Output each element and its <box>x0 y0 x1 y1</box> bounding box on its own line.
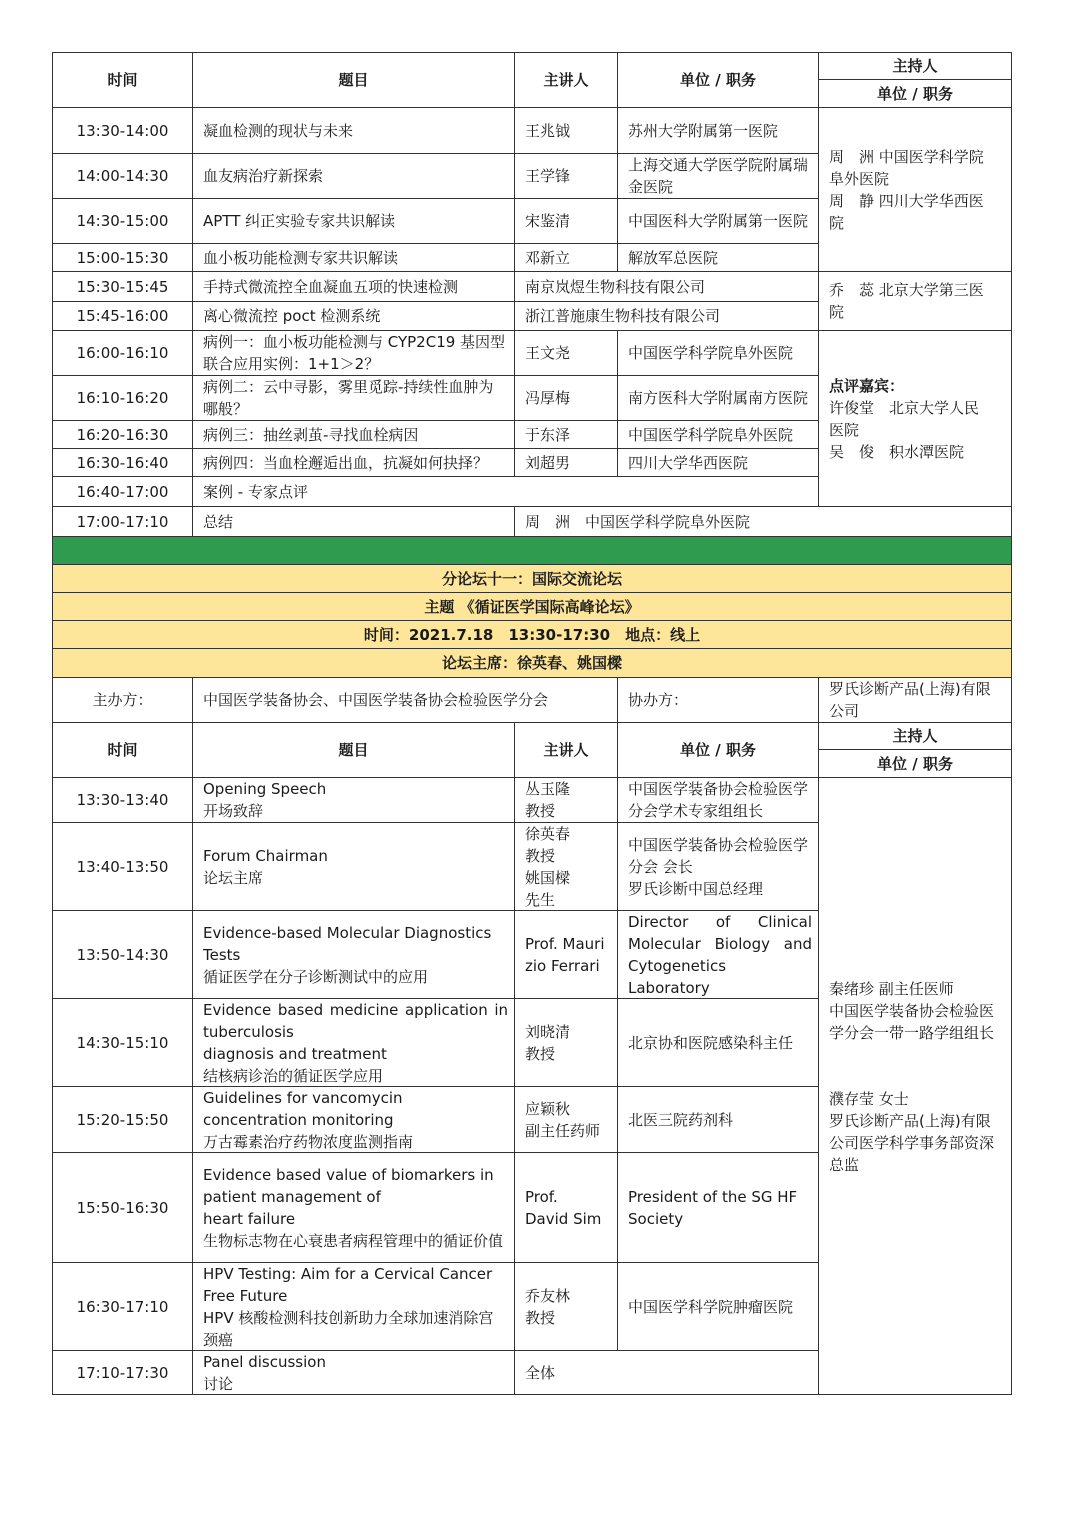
p1-time: 14:30-15:00 <box>52 199 193 244</box>
header-host: 主持人 <box>819 52 1012 80</box>
p1-speaker: 于东泽 <box>515 421 618 449</box>
p2-topic <box>193 999 515 1087</box>
p1-host-group <box>819 272 1012 331</box>
host-line: 院 <box>829 303 845 321</box>
p2-time: 15:50-16:30 <box>52 1153 193 1263</box>
p1-unit: 南方医科大学附属南方医院 <box>618 376 819 421</box>
host-line: 医院 <box>829 421 860 439</box>
p2-time: 13:30-13:40 <box>52 778 193 823</box>
p1-company: 周 洲 中国医学科学院阜外医院 <box>515 507 1012 537</box>
host-line: 院 <box>829 213 845 232</box>
unit-line: 中国医学科学院肿瘤医院 <box>628 1297 794 1316</box>
host-line: 乔 蕊 北京大学第三医 <box>829 281 984 299</box>
p2-unit <box>618 911 819 999</box>
unit-line: President of the SG HF Society <box>628 1187 798 1228</box>
topic-line: HPV 核酸检测科技创新助力全球加速消除宫颈癌 <box>203 1308 494 1349</box>
forum-theme: 主题 《循证医学国际高峰论坛》 <box>52 593 1012 621</box>
header-unit: 单位 / 职务 <box>618 723 819 778</box>
p2-topic <box>193 823 515 911</box>
p1-time: 13:30-14:00 <box>52 108 193 154</box>
section-divider <box>52 537 1012 565</box>
topic-line: heart failure <box>203 1209 296 1228</box>
p1-topic: 血友病治疗新探索 <box>193 154 515 199</box>
topic-line: Evidence based medicine application in tuberculosis <box>203 1000 508 1041</box>
unit-line: 中国医学装备协会检验医学分会学术专家组组长 <box>628 780 809 820</box>
host-line: 濮存莹 女士 <box>829 1090 909 1108</box>
p2-time: 14:30-15:10 <box>52 999 193 1087</box>
header-speaker: 主讲人 <box>515 723 618 778</box>
p1-company: 浙江普施康生物科技有限公司 <box>515 302 819 331</box>
p2-time: 15:20-15:50 <box>52 1087 193 1153</box>
p2-time: 13:40-13:50 <box>52 823 193 911</box>
topic-line: Evidence based value of biomarkers in patient management of <box>203 1165 494 1206</box>
topic-line: 循证医学在分子诊断测试中的应用 <box>203 967 429 986</box>
p1-speaker: 王文尧 <box>515 331 618 376</box>
topic-line: 开场致辞 <box>203 802 264 820</box>
speaker-line: 乔友林 <box>525 1286 571 1305</box>
unit-line: 中国医学装备协会检验医学分会 会长 <box>628 835 809 876</box>
p1-time: 16:10-16:20 <box>52 376 193 421</box>
spacer <box>829 1044 1005 1088</box>
p1-company: 南京岚煜生物科技有限公司 <box>515 272 819 302</box>
p1-speaker: 王学锋 <box>515 154 618 199</box>
speaker-line: 徐英春 <box>525 824 571 843</box>
co-organizer-label: 协办方： <box>618 678 819 723</box>
p1-topic: 手持式微流控全血凝血五项的快速检测 <box>193 272 515 302</box>
speaker-line: 先生 <box>525 890 556 909</box>
speaker-line: 教授 <box>525 802 556 820</box>
topic-line: Evidence-based Molecular Diagnostics Tests <box>203 923 492 964</box>
p1-time: 16:20-16:30 <box>52 421 193 449</box>
speaker-line: 教授 <box>525 1308 556 1327</box>
p2-speaker <box>515 1153 618 1263</box>
p1-unit: 中国医学科学院阜外医院 <box>618 421 819 449</box>
p2-speaker <box>515 911 618 999</box>
p1-time: 17:00-17:10 <box>52 507 193 537</box>
header-topic: 题目 <box>193 723 515 778</box>
p1-speaker: 邓新立 <box>515 244 618 272</box>
topic-line: Forum Chairman <box>203 846 328 865</box>
p1-unit: 四川大学华西医院 <box>618 449 819 477</box>
host-line: 周 静 四川大学华西医 <box>829 191 984 210</box>
header-unit: 单位 / 职务 <box>618 52 819 108</box>
host-line: 周 洲 中国医学科学院 <box>829 147 984 166</box>
topic-line: 论坛主席 <box>203 868 264 887</box>
p1-unit: 上海交通大学医学院附属瑞金医院 <box>618 154 819 199</box>
speaker-line: 副主任药师 <box>525 1121 601 1140</box>
header-host: 主持人 <box>819 723 1012 750</box>
speaker-line: 姚国樑 <box>525 868 571 887</box>
header-topic: 题目 <box>193 52 515 108</box>
topic-line: Opening Speech <box>203 780 327 798</box>
p1-time: 15:00-15:30 <box>52 244 193 272</box>
p1-topic: 案例 - 专家点评 <box>193 477 819 507</box>
p2-speaker <box>515 999 618 1087</box>
p2-time: 13:50-14:30 <box>52 911 193 999</box>
p1-speaker: 冯厚梅 <box>515 376 618 421</box>
p2-unit <box>618 823 819 911</box>
forum-time-place: 时间：2021.7.18 13:30-17:30 地点：线上 <box>52 621 1012 649</box>
speaker-line: 全体 <box>525 1363 556 1382</box>
speaker-line: David Sim <box>525 1209 602 1228</box>
p2-speaker <box>515 823 618 911</box>
p2-topic <box>193 1263 515 1351</box>
p1-time: 16:40-17:00 <box>52 477 193 507</box>
p1-speaker: 刘超男 <box>515 449 618 477</box>
p1-time: 15:30-15:45 <box>52 272 193 302</box>
p2-topic <box>193 911 515 999</box>
p1-time: 16:00-16:10 <box>52 331 193 376</box>
topic-line: 讨论 <box>203 1374 234 1393</box>
topic-line: 结核病诊治的循证医学应用 <box>203 1066 384 1085</box>
p2-unit <box>618 1263 819 1351</box>
p1-time: 16:30-16:40 <box>52 449 193 477</box>
p2-unit <box>618 999 819 1087</box>
p1-time: 15:45-16:00 <box>52 302 193 331</box>
p1-topic: 离心微流控 poct 检测系统 <box>193 302 515 331</box>
unit-line: Director of Clinical Molecular Biology and Cytogenetics Laboratory <box>628 912 812 997</box>
topic-line: Panel discussion <box>203 1352 326 1371</box>
speaker-line: 教授 <box>525 846 556 865</box>
topic-line: 生物标志物在心衰患者病程管理中的循证价值 <box>203 1231 504 1250</box>
p1-topic: 病例四：当血栓邂逅出血，抗凝如何抉择？ <box>193 449 515 477</box>
header-host-unit: 单位 / 职务 <box>819 80 1012 108</box>
header-host-unit: 单位 / 职务 <box>819 750 1012 778</box>
host-line: 秦绪珍 副主任医师 <box>829 980 954 998</box>
p1-topic: 凝血检测的现状与未来 <box>193 108 515 154</box>
p1-host-group <box>819 108 1012 272</box>
p1-unit: 苏州大学附属第一医院 <box>618 108 819 154</box>
host-line: 许俊堂 北京大学人民 <box>829 399 980 417</box>
p1-unit: 中国医科大学附属第一医院 <box>618 199 819 244</box>
p2-speaker <box>515 1351 819 1395</box>
topic-line: Guidelines for vancomycin concentration monitoring <box>203 1088 403 1129</box>
co-organizer: 罗氏诊断产品(上海)有限公司 <box>819 678 1012 723</box>
p1-speaker: 王兆钺 <box>515 108 618 154</box>
topic-line: diagnosis and treatment <box>203 1044 387 1063</box>
header-speaker: 主讲人 <box>515 52 618 108</box>
p1-topic: 病例二：云中寻影，雾里觅踪-持续性血肿为哪般？ <box>193 376 515 421</box>
p1-topic: 血小板功能检测专家共识解读 <box>193 244 515 272</box>
forum-title: 分论坛十一：国际交流论坛 <box>52 565 1012 593</box>
p2-speaker <box>515 1263 618 1351</box>
header-time: 时间 <box>52 723 193 778</box>
p1-reviewers <box>819 331 1012 507</box>
p2-topic <box>193 1351 515 1395</box>
speaker-line: 刘晓清 <box>525 1022 571 1041</box>
host-line: 罗氏诊断产品(上海)有限公司医学科学事务部资深总监 <box>829 1112 995 1174</box>
forum-chair: 论坛主席：徐英春、姚国樑 <box>52 649 1012 678</box>
p2-topic <box>193 1087 515 1153</box>
speaker-line: 应颖秋 <box>525 1099 571 1118</box>
unit-line: 罗氏诊断中国总经理 <box>628 879 764 898</box>
speaker-line: Prof. <box>525 1187 558 1206</box>
p1-unit: 解放军总医院 <box>618 244 819 272</box>
p2-unit <box>618 778 819 823</box>
topic-line: 万古霉素治疗药物浓度监测指南 <box>203 1132 414 1151</box>
p1-topic: 病例一：血小板功能检测与 CYP2C19 基因型联合应用实例：1+1＞2？ <box>193 331 515 376</box>
unit-line: 北京协和医院感染科主任 <box>628 1033 794 1052</box>
topic-line: HPV Testing: Aim for a Cervical Cancer Free Future <box>203 1264 493 1305</box>
p1-topic: 病例三：抽丝剥茧-寻找血栓病因 <box>193 421 515 449</box>
speaker-line: Prof. Maurizio Ferrari <box>525 934 605 975</box>
p2-topic <box>193 778 515 823</box>
p2-topic <box>193 1153 515 1263</box>
host-line: 吴 俊 积水潭医院 <box>829 443 965 461</box>
p2-time: 16:30-17:10 <box>52 1263 193 1351</box>
p1-topic: 总结 <box>193 507 515 537</box>
host-line: 阜外医院 <box>829 169 890 188</box>
p1-speaker: 宋鉴清 <box>515 199 618 244</box>
unit-line: 北医三院药剂科 <box>628 1110 734 1129</box>
p2-speaker <box>515 778 618 823</box>
speaker-line: 教授 <box>525 1044 556 1063</box>
speaker-line: 丛玉隆 <box>525 780 571 798</box>
reviewers-label: 点评嘉宾： <box>829 377 905 395</box>
p1-time: 14:00-14:30 <box>52 154 193 199</box>
p1-topic: APTT 纠正实验专家共识解读 <box>193 199 515 244</box>
host-line: 中国医学装备协会检验医学分会一带一路学组组长 <box>829 1002 995 1042</box>
p2-host-group <box>819 778 1012 1395</box>
p2-time: 17:10-17:30 <box>52 1351 193 1395</box>
organizer-label: 主办方： <box>52 678 193 723</box>
organizer: 中国医学装备协会、中国医学装备协会检验医学分会 <box>193 678 618 723</box>
p2-speaker <box>515 1087 618 1153</box>
header-time: 时间 <box>52 52 193 108</box>
p2-unit <box>618 1087 819 1153</box>
p1-unit: 中国医学科学院阜外医院 <box>618 331 819 376</box>
p2-unit <box>618 1153 819 1263</box>
